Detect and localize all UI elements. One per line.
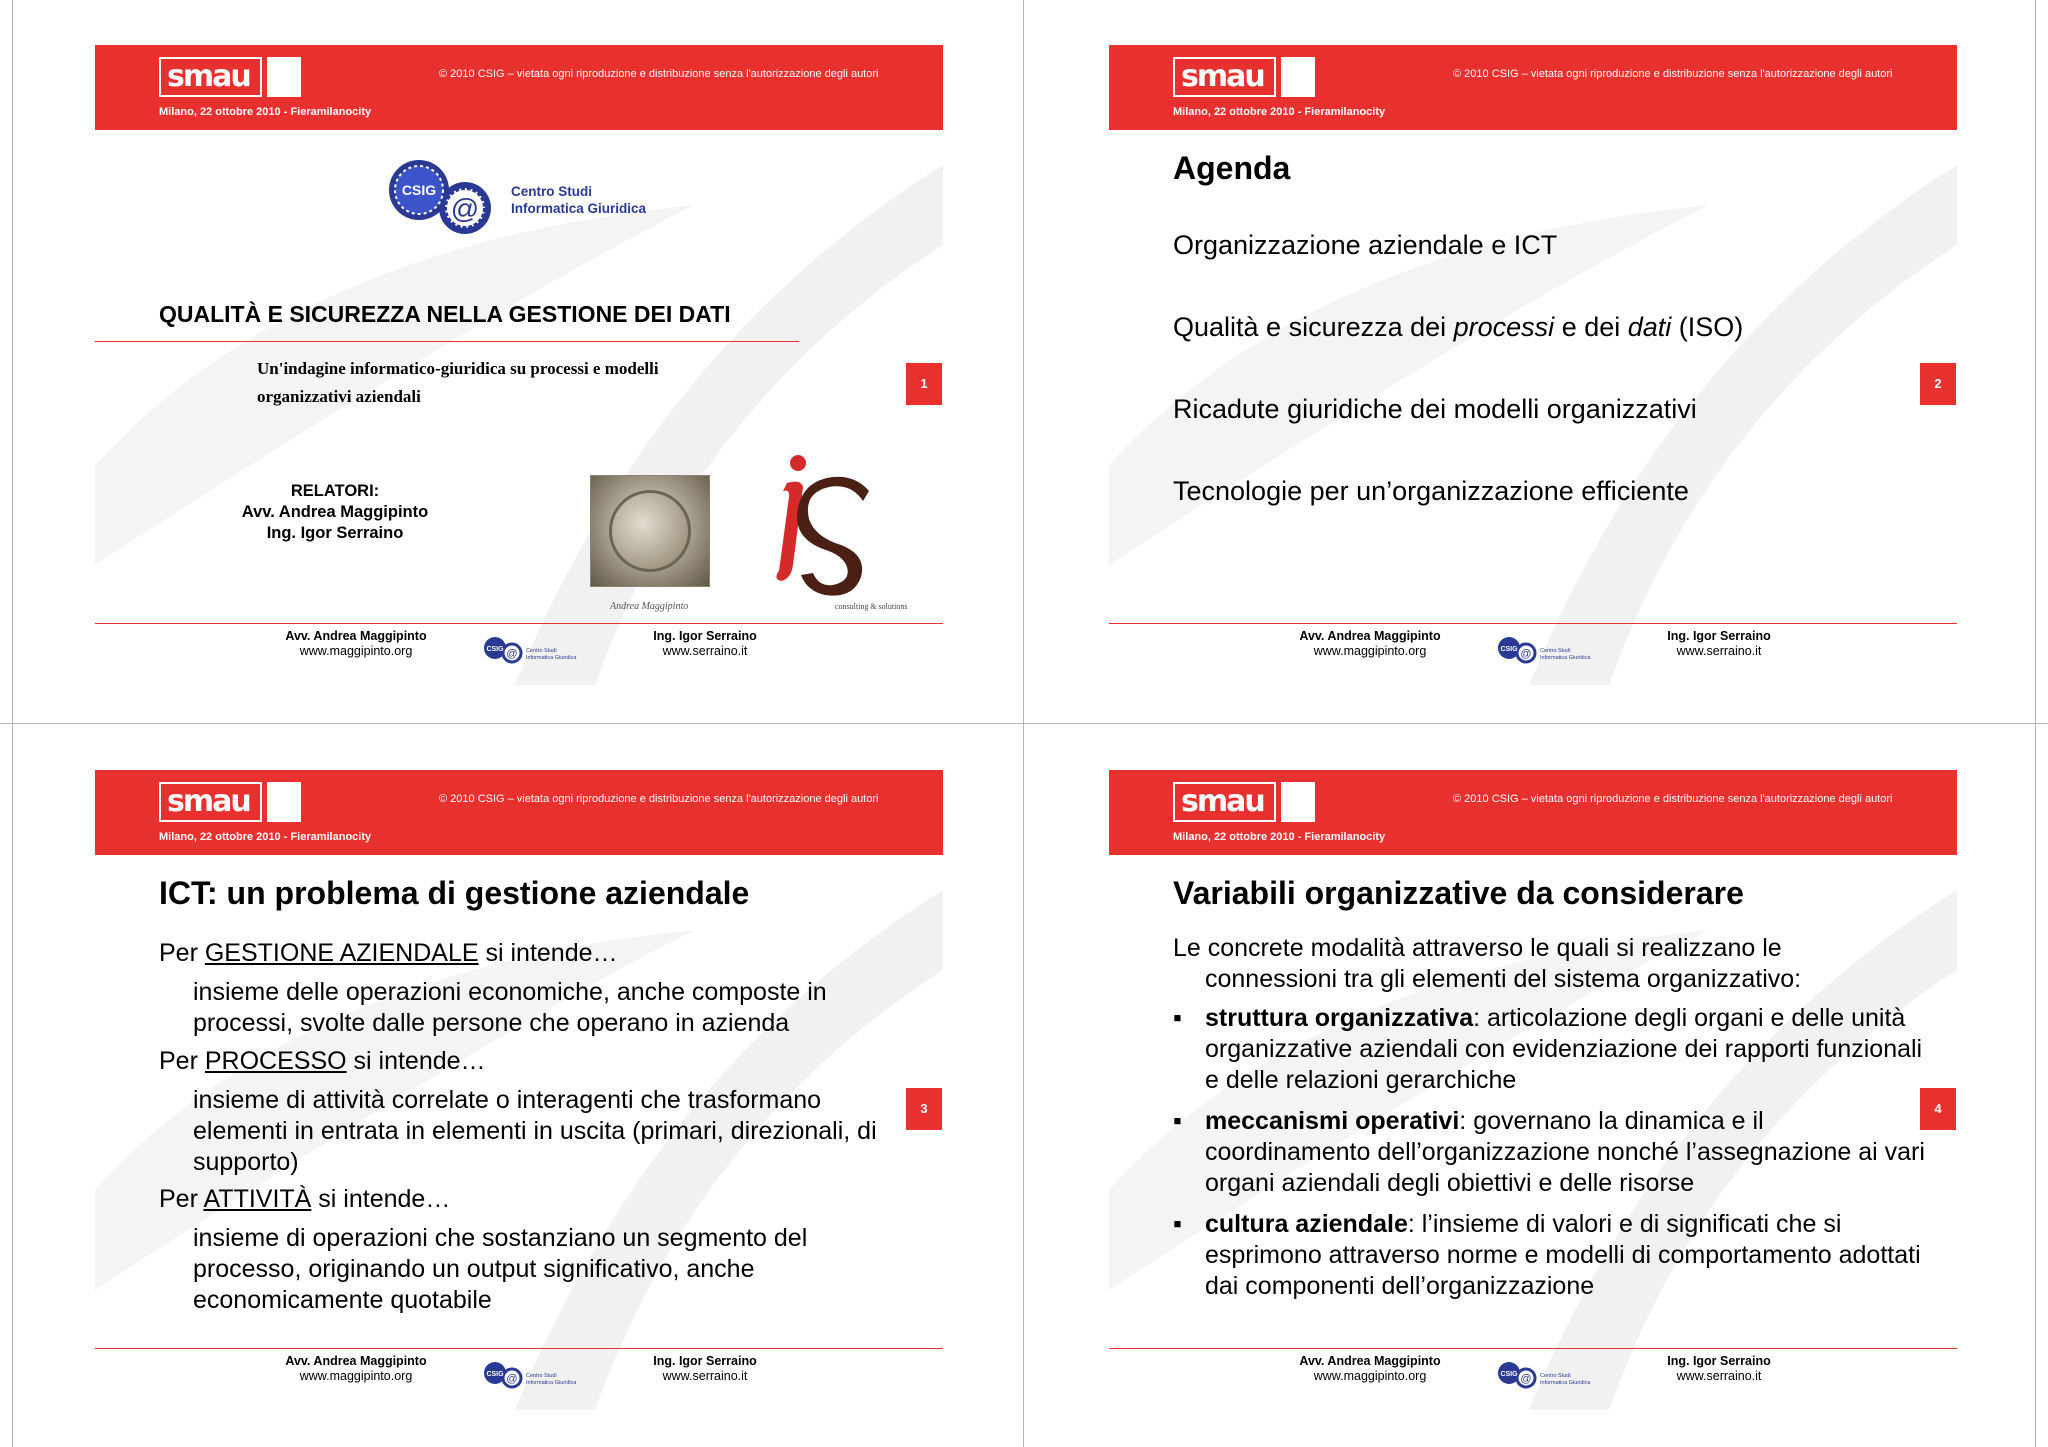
footer-left: Avv. Andrea Maggipinto www.maggipinto.org: [1299, 629, 1441, 658]
csig-name: Centro Studi Informatica Giuridica: [511, 184, 647, 216]
smau-logo: smau: [159, 782, 301, 822]
svg-text:Centro Studi: Centro Studi: [1540, 648, 1571, 654]
slide-3: [95, 770, 943, 1410]
svg-text:Centro Studi: Centro Studi: [1540, 1373, 1571, 1379]
footer-divider: [95, 623, 943, 624]
bullet-item-3: cultura aziendale: l’insieme di valori e di significati che si esprimono attraverso norme e modelli di comportamento adottati dai componenti dell’organizzazione: [1205, 1210, 1921, 1300]
svg-text:@: @: [506, 648, 518, 660]
svg-text:Informatica Giuridica: Informatica Giuridica: [526, 1380, 577, 1386]
svg-text:@: @: [450, 193, 480, 224]
slide-background-swirl: [1109, 45, 1957, 685]
agenda-item-3: Ricadute giuridiche dei modelli organizzativi: [1173, 394, 1697, 424]
agenda-item-1: Organizzazione aziendale e ICT: [1173, 230, 1558, 260]
bullet-icon: ▪: [1173, 1004, 1182, 1032]
footer-right: Ing. Igor Serraino www.serraino.it: [653, 629, 757, 658]
slide-subtitle: Un'indagine informatico-giuridica su processi e modelli organizzativi aziendali: [257, 359, 659, 406]
event-info: Milano, 22 ottobre 2010 - Fieramilanocity: [159, 106, 372, 118]
horizontal-divider: [0, 723, 2048, 724]
event-info: Milano, 22 ottobre 2010 - Fieramilanocity: [1173, 831, 1386, 843]
speakers-block: [215, 481, 455, 544]
page-number: 4: [1920, 1088, 1956, 1130]
footer-left: Avv. Andrea Maggipinto www.maggipinto.org: [1299, 1354, 1441, 1383]
page-number: 3: [906, 1088, 942, 1130]
copyright-notice: © 2010 CSIG – vietata ogni riproduzione e distribuzione senza l'autorizzazione degli autori: [1453, 68, 1893, 80]
footer-left: Avv. Andrea Maggipinto www.maggipinto.org: [285, 1354, 427, 1383]
footer-csig-logo: [1497, 635, 1607, 665]
slide-1: [95, 45, 943, 685]
slide-header: [1109, 45, 1957, 130]
speaker-2: Ing. Igor Serraino: [266, 524, 404, 542]
bullet-icon: ▪: [1173, 1107, 1182, 1135]
definition-gestione-text: insieme delle operazioni economiche, anche composte in processi, svolte dalle persone che operano in azienda: [193, 978, 827, 1037]
footer-left: Avv. Andrea Maggipinto www.maggipinto.org: [285, 629, 427, 658]
intro-text: Le concrete modalità attraverso le quali si realizzano le connessioni tra gli elementi del sistema organizzativo:: [1173, 934, 1802, 993]
svg-text:Centro Studi: Centro Studi: [526, 648, 557, 654]
slide-header: [1109, 770, 1957, 855]
bullet-item-2: meccanismi operativi: governano la dinamica e il coordinamento dell’organizzazione nonché l’assegnazione ai vari organi aziendali degli obiettivi e delle risorse: [1205, 1107, 1925, 1197]
slide-title: ICT: un problema di gestione aziendale: [159, 875, 750, 911]
smau-logo: smau: [1173, 57, 1315, 97]
agenda-item-4: Tecnologie per un’organizzazione efficiente: [1173, 476, 1689, 506]
footer-csig-logo: [483, 635, 593, 665]
footer-divider: [1109, 623, 1957, 624]
footer-csig-logo: [1497, 1360, 1607, 1390]
medal-caption: Andrea Maggipinto: [610, 601, 689, 612]
smau-logo: smau: [159, 57, 301, 97]
copyright-notice: © 2010 CSIG – vietata ogni riproduzione e distribuzione senza l'autorizzazione degli autori: [1453, 793, 1893, 805]
page-number: 1: [906, 363, 942, 405]
event-info: Milano, 22 ottobre 2010 - Fieramilanocity: [1173, 106, 1386, 118]
slide-header: [95, 770, 943, 855]
svg-text:CSIG: CSIG: [1500, 1371, 1518, 1378]
definition-processo: Per PROCESSO si intende…: [159, 1047, 486, 1075]
slide-title: QUALITÀ E SICUREZZA NELLA GESTIONE DEI DATI: [159, 301, 731, 327]
definition-attivita: Per ATTIVITÀ si intende…: [159, 1185, 451, 1213]
svg-text:CSIG: CSIG: [486, 646, 504, 653]
svg-text:@: @: [506, 1373, 518, 1385]
svg-text:@: @: [1520, 1373, 1532, 1385]
footer-divider: [1109, 1348, 1957, 1349]
svg-text:CSIG: CSIG: [1500, 646, 1518, 653]
speaker-1: Avv. Andrea Maggipinto: [241, 503, 429, 521]
definition-attivita-text: insieme di operazioni che sostanziano un segmento del processo, originando un output significativo, anche economicamente quotabile: [193, 1224, 808, 1314]
svg-text:@: @: [1520, 648, 1532, 660]
csig-abbr: CSIG: [401, 182, 437, 198]
footer-csig-logo: [483, 1360, 593, 1390]
is-caption: consulting & solutions: [835, 602, 908, 611]
event-info: Milano, 22 ottobre 2010 - Fieramilanocity: [159, 831, 372, 843]
title-underline: [95, 341, 799, 342]
agenda-item-2: Qualità e sicurezza dei processi e dei dati (ISO): [1173, 312, 1744, 342]
slide-title: Variabili organizzative da considerare: [1173, 875, 1744, 911]
medal-image: [590, 475, 710, 587]
footer-right: Ing. Igor Serraino www.serraino.it: [1667, 629, 1771, 658]
page-number: 2: [1920, 363, 1956, 405]
is-logo: [771, 453, 881, 603]
footer-right: Ing. Igor Serraino www.serraino.it: [1667, 1354, 1771, 1383]
bullet-item-1: struttura organizzativa: articolazione degli organi e delle unità organizzative aziendali con evidenziazione dei rapporti funzionali e delle relazioni gerarchiche: [1205, 1004, 1923, 1094]
svg-text:Centro Studi: Centro Studi: [526, 1373, 557, 1379]
slide-2: [1109, 45, 1957, 685]
slide-4: [1109, 770, 1957, 1410]
copyright-notice: © 2010 CSIG – vietata ogni riproduzione e distribuzione senza l'autorizzazione degli autori: [439, 68, 879, 80]
definition-gestione: Per GESTIONE AZIENDALE si intende…: [159, 939, 618, 967]
smau-logo: smau: [1173, 782, 1315, 822]
definition-processo-text: insieme di attività correlate o interagenti che trasformano elementi in entrata in elementi in uscita (primari, direzionali, di supporto): [193, 1086, 877, 1176]
speakers-label: RELATORI:: [290, 482, 380, 500]
slide-header: [95, 45, 943, 130]
footer-divider: [95, 1348, 943, 1349]
bullet-icon: ▪: [1173, 1210, 1182, 1238]
footer-right: Ing. Igor Serraino www.serraino.it: [653, 1354, 757, 1383]
svg-text:CSIG: CSIG: [486, 1371, 504, 1378]
slide-title: Agenda: [1173, 150, 1291, 186]
svg-text:Informatica Giuridica: Informatica Giuridica: [1540, 655, 1591, 661]
svg-text:Informatica Giuridica: Informatica Giuridica: [526, 655, 577, 661]
svg-text:Informatica Giuridica: Informatica Giuridica: [1540, 1380, 1591, 1386]
copyright-notice: © 2010 CSIG – vietata ogni riproduzione e distribuzione senza l'autorizzazione degli autori: [439, 793, 879, 805]
